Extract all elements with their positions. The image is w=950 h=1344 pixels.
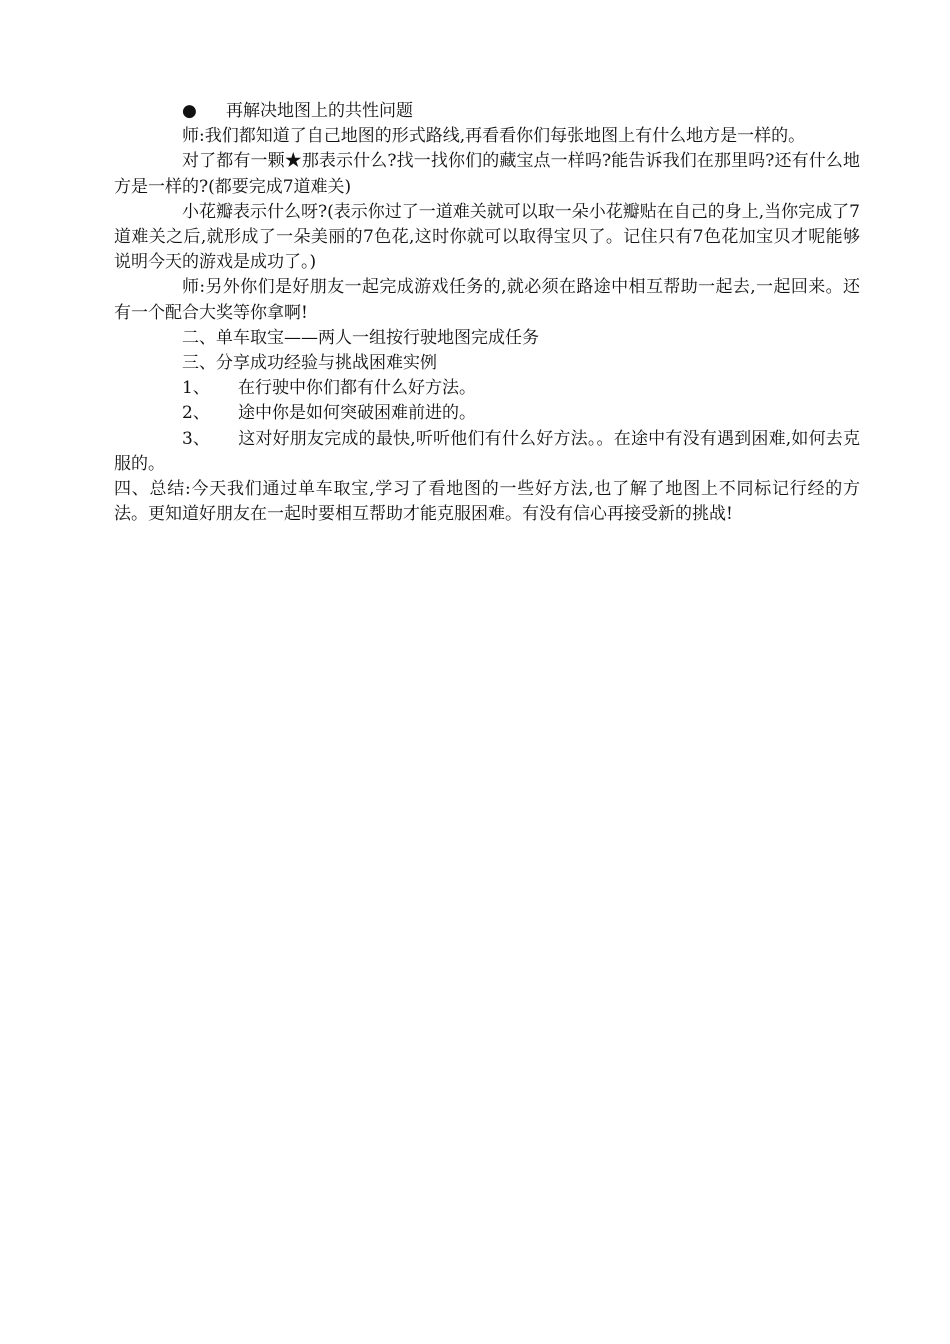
list-item-text: 在行驶中你们都有什么好方法。 [238,378,476,399]
list-item-text: 途中你是如何突破困难前进的。 [238,403,476,424]
paragraph-teacher-friends: 师:另外你们是好朋友一起完成游戏任务的,就必须在路途中相互帮助一起去,一起回来。还有一个配合大奖等你拿啊! [114,277,860,323]
paragraph-star-question: 对了都有一颗★那表示什么?找一找你们的藏宝点一样吗?能告诉我们在那里吗?还有什么地方是一样的?(都要完成7道难关) [114,151,860,197]
list-item-text: 这对好朋友完成的最快,听听他们有什么好方法。。在途中有没有遇到困难,如何去克服的。 [114,428,860,474]
bullet-icon: ● [182,101,197,121]
bullet-paragraph [114,99,860,124]
list-item [114,376,860,401]
section-heading-3: 三、分享成功经验与挑战困难实例 [182,353,437,374]
summary-paragraph: 四、总结:今天我们通过单车取宝,学习了看地图的一些好方法,也了解了地图上不同标记行经的方法。更知道好朋友在一起时要相互帮助才能克服困难。有没有信心再接受新的挑战! [114,479,860,525]
section-heading-2: 二、单车取宝——两人一组按行驶地图完成任务 [182,327,539,348]
list-item-number: 2、 [182,403,210,424]
document-body [114,99,860,527]
list-item-number: 3、 [182,428,210,449]
list-item-number: 1、 [182,378,210,399]
paragraph-petal-question: 小花瓣表示什么呀?(表示你过了一道难关就可以取一朵小花瓣贴在自己的身上,当你完成了7道难关之后,就形成了一朵美丽的7色花,这时你就可以取得宝贝了。记住只有7色花加宝贝才呢能够说明今天的游戏是成功了。) [114,201,860,273]
list-item [114,401,860,426]
bullet-text: 再解决地图上的共性问题 [226,101,413,121]
list-item [114,427,860,477]
paragraph-teacher-routes: 师:我们都知道了自己地图的形式路线,再看看你们每张地图上有什么地方是一样的。 [182,126,806,147]
